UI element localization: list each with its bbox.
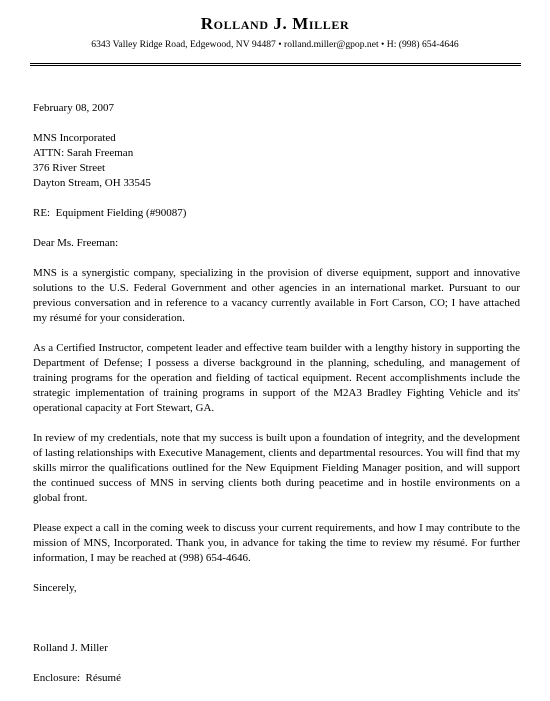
recipient-street: 376 River Street <box>33 162 106 174</box>
recipient-address <box>33 131 520 191</box>
recipient-city: Dayton Stream, OH 33545 <box>33 177 151 189</box>
sender-contact-line: 6343 Valley Ridge Road, Edgewood, NV 94487 • rolland.miller@gpop.net • H: (998) 654-4646 <box>91 39 459 50</box>
body-paragraph: Please expect a call in the coming week to discuss your current requirements, and how I may contribute to the mission of MNS, Incorporated. Thank you, in advance for taking the time to review my résumé. For further information, I may be reached at (998) 654-4646. <box>33 522 520 564</box>
closing: Sincerely, <box>33 582 77 594</box>
signature-space <box>33 611 520 641</box>
recipient-company: MNS Incorporated <box>33 132 116 144</box>
signature-name: Rolland J. Miller <box>33 642 108 654</box>
letter-date: February 08, 2007 <box>33 102 114 114</box>
letterhead-divider-secondary <box>30 65 521 66</box>
letterhead <box>30 14 520 51</box>
body-paragraph: MNS is a synergistic company, specializing in the provision of diverse equipment, support and innovative solutions to the U.S. Federal Government and other agencies in an international market. Pursuant to our previous conversation and in reference to a vacancy currently available in Fort Carson, CO; I have attached my résumé for your consideration. <box>33 267 520 324</box>
letter-body <box>33 101 520 701</box>
letterhead-divider <box>30 63 521 64</box>
body-paragraph: In review of my credentials, note that my success is built upon a foundation of integrity, and the development of lasting relationships with Executive Management, clients and departmental resources. You will find that my skills mirror the qualifications outlined for the New Equipment Fielding Manager position, and will support the continued success of MNS in serving clients both during peacetime and in hostile environments on a global front. <box>33 432 520 504</box>
body-paragraph: As a Certified Instructor, competent leader and effective team builder with a lengthy history in supporting the Department of Defense; I possess a diverse background in the planning, scheduling, and management of training programs for the operation and fielding of tactical equipment. Recent accomplishments include the strategic implementation of training programs in support of the M2A3 Bradley Fighting Vehicle and its' operational capacity at Fort Stewart, GA. <box>33 342 520 414</box>
sender-name: Rolland J. Miller <box>200 14 350 33</box>
salutation: Dear Ms. Freeman: <box>33 237 119 249</box>
subject-line: RE: Equipment Fielding (#90087) <box>33 207 187 219</box>
enclosure-note: Enclosure: Résumé <box>33 672 121 684</box>
recipient-attention: ATTN: Sarah Freeman <box>33 147 134 159</box>
